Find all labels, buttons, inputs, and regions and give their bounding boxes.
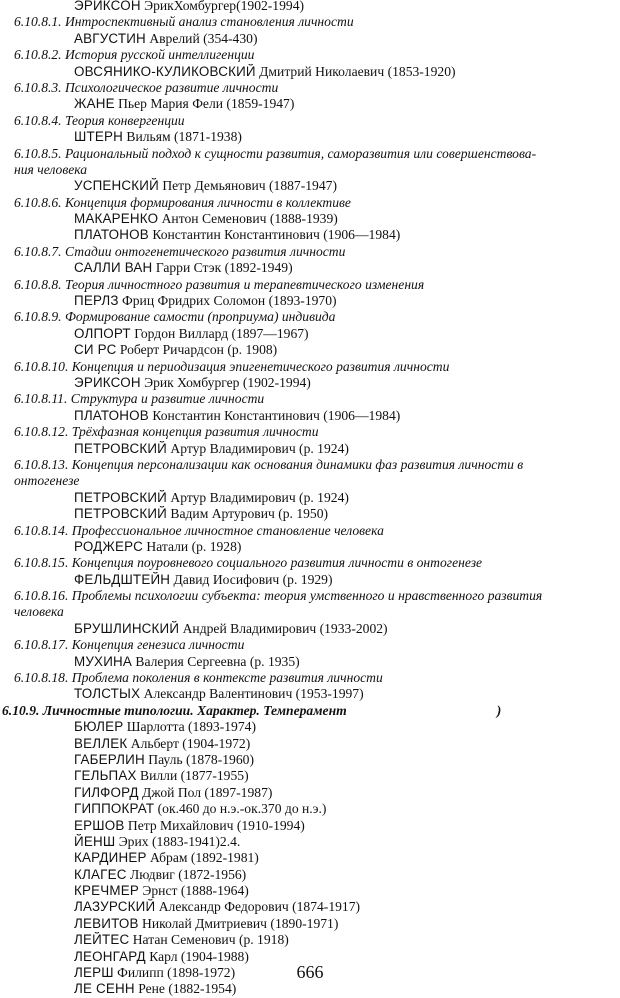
person-entry <box>0 834 620 850</box>
person-surname: ЖАНЕ <box>74 96 115 112</box>
section-heading: 6.10.8.17. Концепция генезиса личности <box>14 637 245 653</box>
section-heading: 6.10.8.2. История русской интеллигенции <box>14 47 255 63</box>
person-surname: ПЕРЛЗ <box>74 293 119 309</box>
person-entry <box>0 818 620 834</box>
person-entry <box>0 506 620 522</box>
section-heading: 6.10.8.5. Рациональный подход к сущности развития, саморазвития или совершенствова- <box>14 145 537 161</box>
person-details: Аврелий (354-430) <box>145 30 258 46</box>
section-heading: 6.10.8.15. Концепция поуровневого социального развития личности в онтогенезе <box>14 555 483 571</box>
person-surname: ЛАЗУРСКИЙ <box>74 899 156 915</box>
person-entry <box>0 654 620 670</box>
person-entry <box>0 260 620 276</box>
person-surname: ГЕЛЬПАХ <box>74 768 137 784</box>
person-details: Карл (1904-1988) <box>145 948 249 964</box>
person-entry <box>0 441 620 457</box>
person-details: Валерия Сергеевна (р. 1935) <box>132 653 300 669</box>
person-surname: ШТЕРН <box>74 129 123 145</box>
person-surname: ТОЛСТЫХ <box>74 686 141 702</box>
person-surname: КРЕЧМЕР <box>74 883 140 899</box>
person-entry <box>0 129 620 145</box>
person-details: Вадим Артурович (р. 1950) <box>167 506 329 522</box>
section-heading: 6.10.8.6. Концепция формирования личности в коллективе <box>14 194 351 210</box>
section-heading: ния человека <box>14 161 88 177</box>
person-surname: ПЕТРОВСКИЙ <box>74 489 167 505</box>
person-details: Альберт (1904-1972) <box>127 735 251 751</box>
person-entry <box>0 719 620 735</box>
person-surname: ЛЕ СЕНН <box>74 981 135 997</box>
section-heading: 6.10.8.7. Стадии онтогенетического развития личности <box>14 243 346 259</box>
person-entry <box>0 916 620 932</box>
person-entry <box>0 490 620 506</box>
section-heading: 6.10.8.13. Концепция персонализации как основания динамики фаз развития личности в <box>14 456 524 472</box>
person-entry <box>0 326 620 342</box>
person-details: Роберт Ричардсон (р. 1908) <box>116 342 278 358</box>
person-details: Фриц Фридрих Соломон (1893-1970) <box>118 293 337 309</box>
person-details: Рене (1882-1954) <box>134 981 237 997</box>
person-surname: ГИППОКРАТ <box>74 801 155 817</box>
person-entry <box>0 342 620 358</box>
section-heading: 6.10.8.18. Проблема поколения в контексте развития личности <box>14 670 383 686</box>
person-surname: УСПЕНСКИЙ <box>74 178 159 194</box>
chapter-heading <box>0 703 620 719</box>
person-details: Пьер Мария Фели (1859-1947) <box>114 96 295 112</box>
person-entry <box>0 572 620 588</box>
person-surname: ЛЕЙТЕС <box>74 932 130 948</box>
person-surname: КАРДИНЕР <box>74 850 147 866</box>
person-surname: ОЛПОРТ <box>74 325 131 341</box>
person-details: (ок.460 до н.э.-ок.370 до н.э.) <box>154 801 327 817</box>
person-details: Антон Семенович (1888-1939) <box>158 211 338 227</box>
person-details: Эрик Хомбургер (1902-1994) <box>140 374 311 390</box>
person-surname: БЮЛЕР <box>74 719 124 735</box>
person-entry <box>0 621 620 637</box>
person-entry <box>0 178 620 194</box>
person-surname: ГАБЕРЛИН <box>74 751 145 767</box>
person-surname: ОВСЯНИКО-КУЛИКОВСКИЙ <box>74 63 256 79</box>
person-surname: САЛЛИ ВАН <box>74 260 153 276</box>
person-entry <box>0 981 620 997</box>
person-entry <box>0 883 620 899</box>
person-entry <box>0 64 620 80</box>
person-surname: ЛЕВИТОВ <box>74 915 139 931</box>
person-details: Андрей Владимирович (1933-2002) <box>179 620 388 636</box>
section-heading: 6.10.8.1. Интроспективный анализ становления личности <box>14 14 354 30</box>
person-entry <box>0 227 620 243</box>
person-entry <box>0 31 620 47</box>
person-details: Вильям (1871-1938) <box>123 129 242 145</box>
person-details: Давид Иосифович (р. 1929) <box>170 571 333 587</box>
person-entry <box>0 752 620 768</box>
person-details: Гарри Стэк (1892-1949) <box>152 260 293 276</box>
person-details: Александр Валентинович (1953-1997) <box>140 686 364 702</box>
person-surname: КЛАГЕС <box>74 866 127 882</box>
person-surname: СИ РС <box>74 342 117 358</box>
person-details: Эрнст (1888-1964) <box>139 883 249 899</box>
section-heading: 6.10.8.16. Проблемы психологии субъекта: теория умственного и нравственного развития <box>14 588 543 604</box>
person-details: Петр Михайлович (1910-1994) <box>124 817 305 833</box>
section-heading: 6.10.8.9. Формирование самости (проприума) индивида <box>14 309 336 325</box>
person-details: Вилли (1877-1955) <box>136 768 249 784</box>
person-surname: ПЛАТОНОВ <box>74 227 149 243</box>
chapter-heading-bracket: ) <box>496 702 502 718</box>
person-surname: БРУШЛИНСКИЙ <box>74 620 180 636</box>
person-details: Натали (р. 1928) <box>142 538 242 554</box>
person-surname: ФЕЛЬДШТЕЙН <box>74 571 171 587</box>
person-surname: ЙЕНШ <box>74 833 116 849</box>
person-details: Дмитрий Николаевич (1853-1920) <box>255 63 456 79</box>
person-details: Петр Демьянович (1887-1947) <box>158 178 337 194</box>
person-entry <box>0 899 620 915</box>
section-heading: 6.10.8.12. Трёхфазная концепция развития личности <box>14 424 319 440</box>
person-details: Джой Пол (1897-1987) <box>138 784 273 800</box>
person-surname: ПЛАТОНОВ <box>74 407 149 423</box>
person-surname: ВЕЛЛЕК <box>74 735 128 751</box>
person-entry <box>0 932 620 948</box>
section-heading: 6.10.8.11. Структура и развитие личности <box>14 391 265 407</box>
chapter-heading-text: 6.10.9. Личностные типологии. Характер. Темперамент <box>2 702 347 718</box>
person-details: Пауль (1878-1960) <box>144 751 254 767</box>
person-surname: ГИЛФОРД <box>74 784 139 800</box>
person-details: Шарлотта (1893-1974) <box>123 719 256 735</box>
person-entry <box>0 96 620 112</box>
person-surname: МАКАРЕНКО <box>74 211 159 227</box>
person-details: Натан Семенович (р. 1918) <box>129 932 289 948</box>
person-details: Константин Константинович (1906—1984) <box>148 407 401 423</box>
person-entry <box>0 768 620 784</box>
person-entry <box>0 539 620 555</box>
person-entry <box>0 408 620 424</box>
page-number: 666 <box>296 962 324 982</box>
person-surname: ЕРШОВ <box>74 817 125 833</box>
person-details: Абрам (1892-1981) <box>146 850 259 866</box>
person-surname: ЛЕРШ <box>74 965 114 981</box>
person-details: Артур Владимирович (р. 1924) <box>167 489 349 505</box>
person-details: Людвиг (1872-1956) <box>126 866 247 882</box>
person-details: Филипп (1898-1972) <box>113 965 236 981</box>
person-entry <box>0 850 620 866</box>
person-details: Александр Федорович (1874-1917) <box>155 899 361 915</box>
section-heading: человека <box>14 604 64 620</box>
person-details: Артур Владимирович (р. 1924) <box>167 440 349 456</box>
person-surname: ЭРИКСОН <box>74 374 141 390</box>
person-entry <box>0 0 620 14</box>
person-entry <box>0 785 620 801</box>
person-entry <box>0 801 620 817</box>
person-details: Николай Дмитриевич (1890-1971) <box>138 915 339 931</box>
section-heading: 6.10.8.3. Психологическое развитие личности <box>14 79 279 95</box>
person-surname: МУХИНА <box>74 653 133 669</box>
section-heading: 6.10.8.8. Теория личностного развития и терапевтического изменения <box>14 276 425 292</box>
person-details: ЭрикХомбургер(1902-1994) <box>140 0 305 13</box>
section-heading: 6.10.8.10. Концепция и периодизация эпигенетического развития личности <box>14 358 450 374</box>
person-surname: АВГУСТИН <box>74 30 146 46</box>
person-entry <box>0 867 620 883</box>
person-surname: ПЕТРОВСКИЙ <box>74 506 167 522</box>
person-entry <box>0 211 620 227</box>
person-details: Эрих (1883-1941)2.4. <box>115 833 241 849</box>
person-details: Гордон Виллард (1897—1967) <box>130 325 309 341</box>
person-details: Константин Константинович (1906—1984) <box>148 227 401 243</box>
person-surname: ЭРИКСОН <box>74 0 141 13</box>
person-entry <box>0 736 620 752</box>
person-surname: ЛЕОНГАРД <box>74 948 146 964</box>
person-surname: ПЕТРОВСКИЙ <box>74 440 167 456</box>
person-entry <box>0 375 620 391</box>
person-entry <box>0 293 620 309</box>
section-heading: 6.10.8.14. Профессиональное личностное становление человека <box>14 522 384 538</box>
section-heading: онтогенезе <box>14 473 80 489</box>
section-heading: 6.10.8.4. Теория конвергенции <box>14 112 185 128</box>
person-entry <box>0 686 620 702</box>
person-surname: РОДЖЕРС <box>74 538 143 554</box>
